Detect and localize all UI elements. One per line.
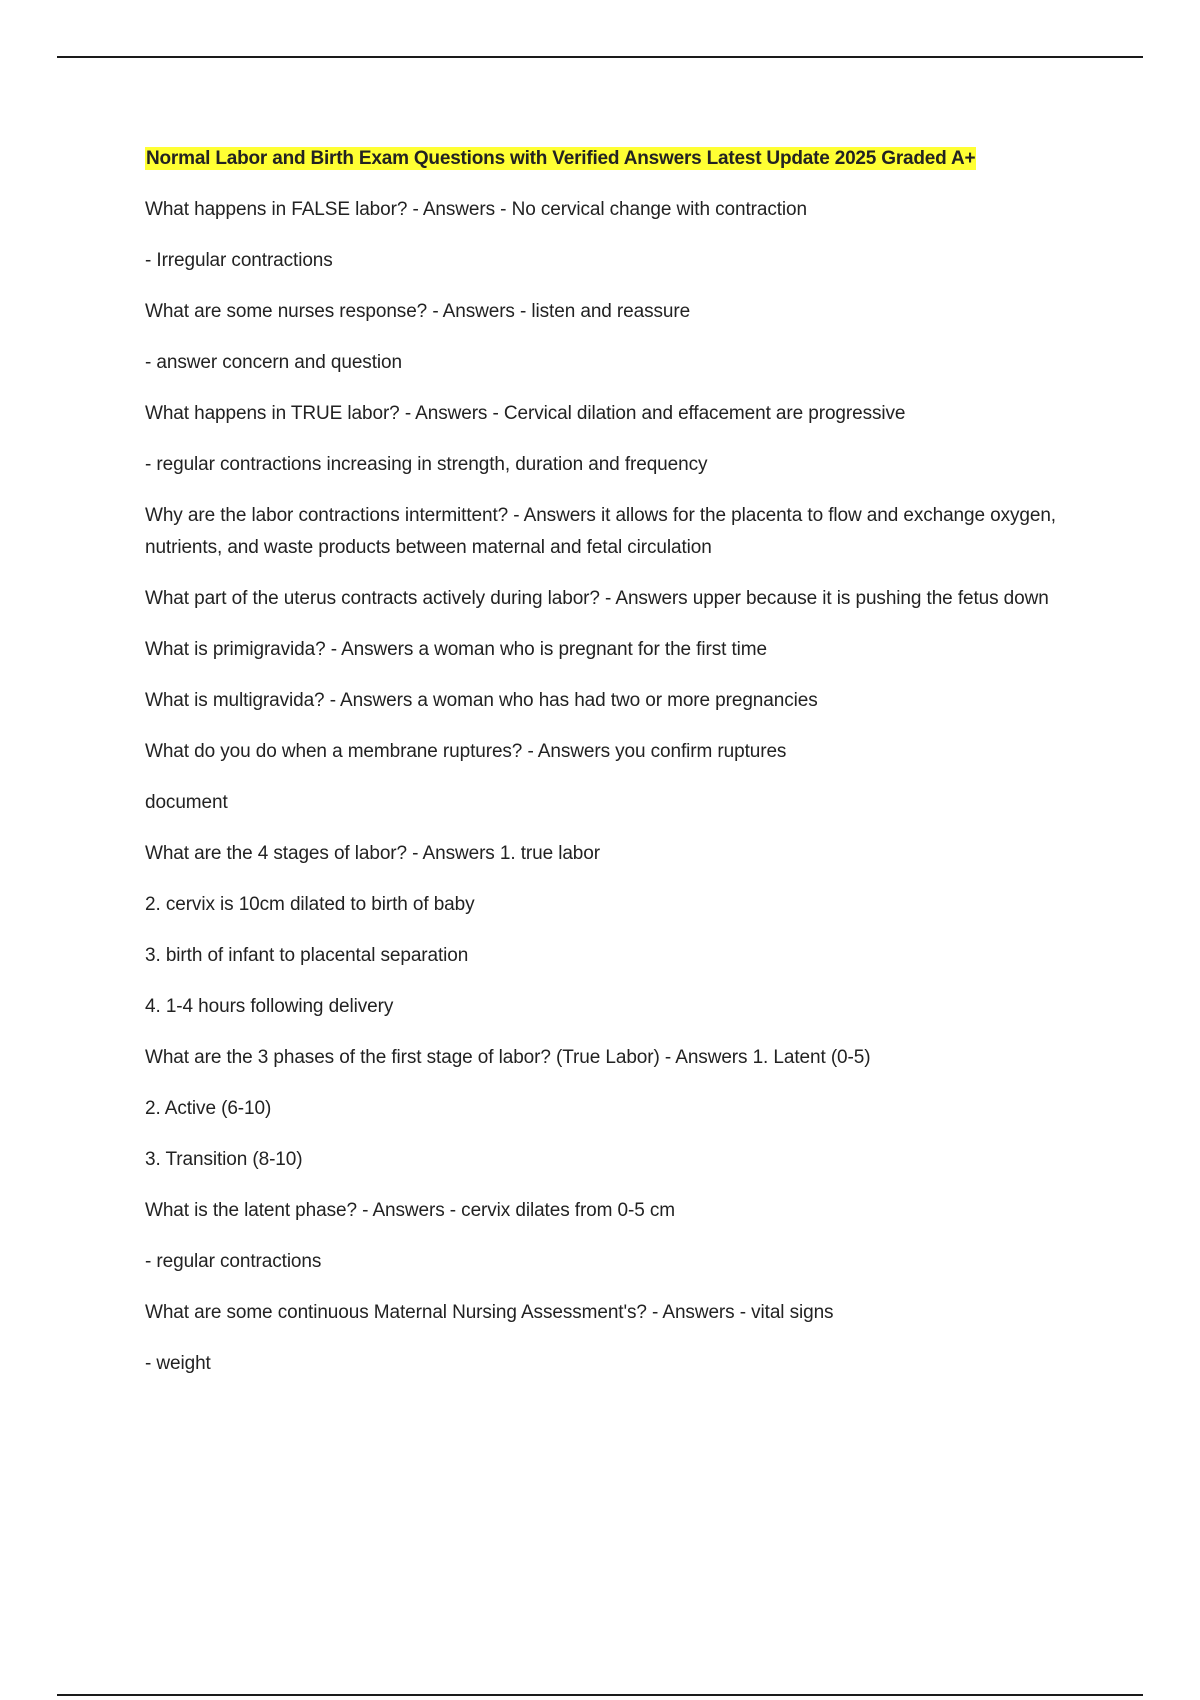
qa-line: 2. cervix is 10cm dilated to birth of baby (145, 894, 475, 915)
qa-line: 3. birth of infant to placental separation (145, 945, 469, 966)
qa-line: What are the 4 stages of labor? - Answers 1. true labor (145, 843, 600, 864)
qa-line: Why are the labor contractions intermittent? - Answers it allows for the placenta to flow and exchange oxygen, nutrients, and waste products between maternal and fetal circulation (145, 505, 1056, 558)
qa-line: - regular contractions increasing in strength, duration and frequency (145, 454, 708, 475)
top-rule (57, 56, 1143, 58)
qa-line: What is multigravida? - Answers a woman who has had two or more pregnancies (145, 690, 818, 711)
qa-line: - weight (145, 1353, 211, 1374)
qa-line: 4. 1-4 hours following delivery (145, 996, 394, 1017)
qa-line: What is primigravida? - Answers a woman who is pregnant for the first time (145, 639, 767, 660)
document-title: Normal Labor and Birth Exam Questions with Verified Answers Latest Update 2025 Graded A+ (146, 148, 976, 169)
qa-line: What are some continuous Maternal Nursing Assessment's? - Answers - vital signs (145, 1302, 834, 1323)
qa-line: - regular contractions (145, 1251, 322, 1272)
qa-line: - answer concern and question (145, 352, 402, 373)
qa-line: What are the 3 phases of the first stage of labor? (True Labor) - Answers 1. Latent (0-5) (145, 1047, 871, 1068)
qa-line: - Irregular contractions (145, 250, 333, 271)
bottom-rule (57, 1694, 1143, 1696)
qa-line: What happens in TRUE labor? - Answers - Cervical dilation and effacement are progressive (145, 403, 906, 424)
qa-line: What is the latent phase? - Answers - cervix dilates from 0-5 cm (145, 1200, 676, 1221)
qa-line: What part of the uterus contracts actively during labor? - Answers upper because it is pushing the fetus down (145, 588, 1049, 609)
qa-line: What happens in FALSE labor? - Answers - No cervical change with contraction (145, 199, 807, 220)
qa-line: What are some nurses response? - Answers - listen and reassure (145, 301, 691, 322)
qa-line: What do you do when a membrane ruptures? - Answers you confirm ruptures (145, 741, 787, 762)
qa-line: 2. Active (6-10) (145, 1098, 272, 1119)
document-body (145, 142, 1085, 1399)
qa-line: document (145, 792, 228, 813)
qa-line: 3. Transition (8-10) (145, 1149, 303, 1170)
